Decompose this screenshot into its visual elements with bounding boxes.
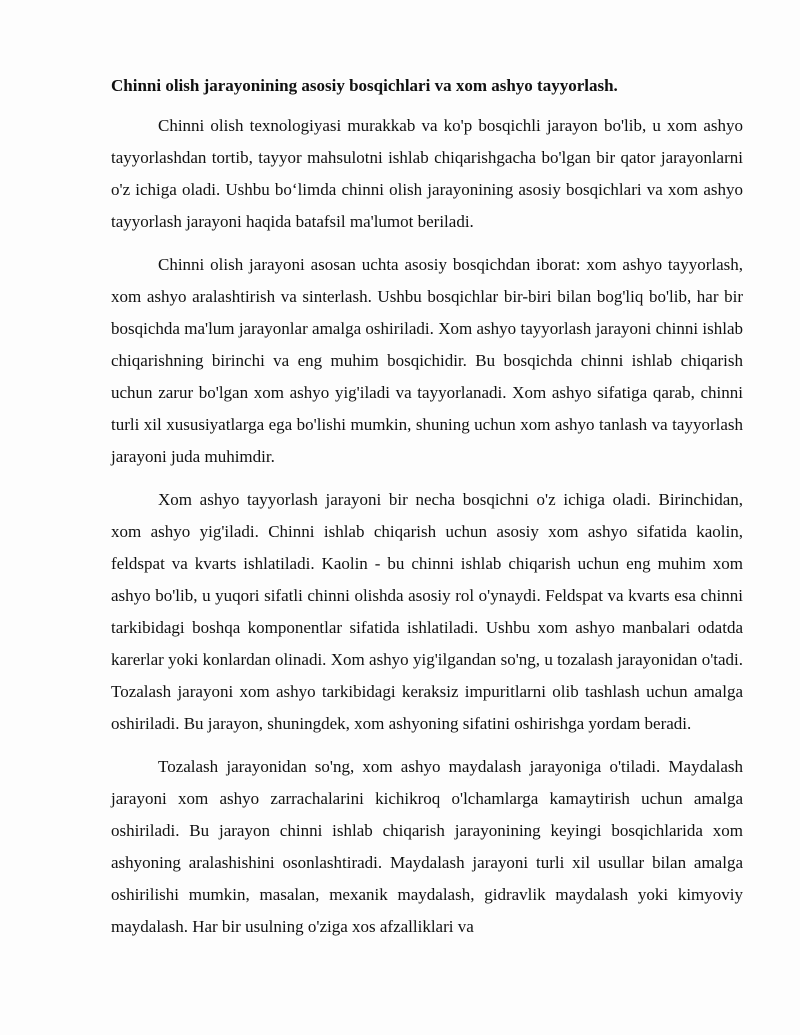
paragraph-2: Chinni olish jarayoni asosan uchta asosiy bosqichdan iborat: xom ashyo tayyorlash, xom ashyo aralashtirish va sinterlash. Ushbu bosqichlar bir-biri bilan bog'liq bo'lib, har bir bosqichda ma'lum jarayonlar amalga oshiriladi. Xom ashyo tayyorlash jarayoni chinni ishlab chiqarishning birinchi va eng muhim bosqichidir. Bu bosqichda chinni ishlab chiqarish uchun zarur bo'lgan xom ashyo yig'iladi va tayyorlanadi. Xom ashyo sifatiga qarab, chinni turli xil xususiyatlarga ega bo'lishi mumkin, shuning uchun xom ashyo tanlash va tayyorlash jarayoni juda muhimdir. xyxy=(111,255,743,466)
paragraph-3: Xom ashyo tayyorlash jarayoni bir necha bosqichni o'z ichiga oladi. Birinchidan, xom ashyo yig'iladi. Chinni ishlab chiqarish uchun asosiy xom ashyo sifatida kaolin, feldspat va kvarts ishlatiladi. Kaolin - bu chinni ishlab chiqarish uchun eng muhim xom ashyo bo'lib, u yuqori sifatli chinni olishda asosiy rol o'ynaydi. Feldspat va kvarts esa chinni tarkibidagi boshqa komponentlar sifatida ishlatiladi. Ushbu xom ashyo manbalari odatda karerlar yoki konlardan olinadi. Xom ashyo yig'ilgandan so'ng, u tozalash jarayonidan o'tadi. Tozalash jarayoni xom ashyo tarkibidagi keraksiz impuritlarni olib tashlash uchun amalga oshiriladi. Bu jarayon, shuningdek, xom ashyoning sifatini oshirishga yordam beradi. xyxy=(111,490,743,733)
paragraph-1: Chinni olish texnologiyasi murakkab va ko'p bosqichli jarayon bo'lib, u xom ashyo tayyorlashdan tortib, tayyor mahsulotni ishlab chiqarishgacha bo'lgan bir qator jarayonlarni o'z ichiga oladi. Ushbu bo‘limda chinni olish jarayonining asosiy bosqichlari va xom ashyo tayyorlash jarayoni haqida batafsil ma'lumot beriladi. xyxy=(111,116,743,231)
paragraph-4: Tozalash jarayonidan so'ng, xom ashyo maydalash jarayoniga o'tiladi. Maydalash jarayoni xom ashyo zarrachalarini kichikroq o'lchamlarga kamaytirish uchun amalga oshiriladi. Bu jarayon chinni ishlab chiqarish jarayonining keyingi bosqichlarida xom ashyoning aralashishini osonlashtiradi. Maydalash jarayoni turli xil usullar bilan amalga oshirilishi mumkin, masalan, mexanik maydalash, gidravlik maydalash yoki kimyoviy maydalash. Har bir usulning o'ziga xos afzalliklari va xyxy=(111,757,743,936)
document-body xyxy=(111,72,743,954)
document-title: Chinni olish jarayonining asosiy bosqichlari va xom ashyo tayyorlash. xyxy=(111,76,618,95)
